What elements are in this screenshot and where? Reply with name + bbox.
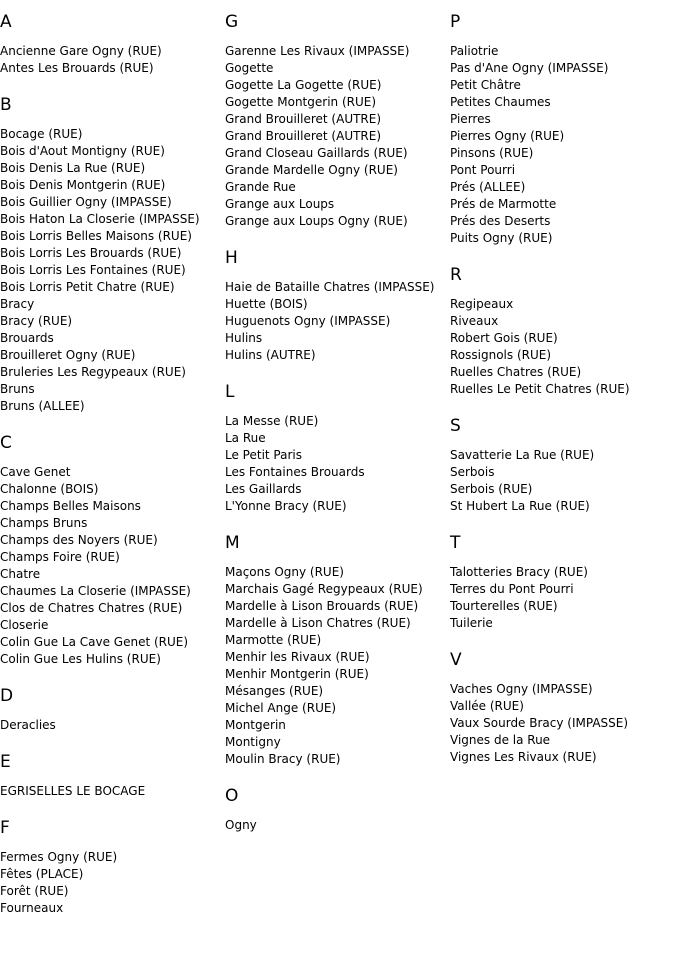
letter-heading: F: [0, 818, 10, 838]
street-list-item: Bois Lorris Les Fontaines (RUE): [0, 263, 186, 277]
street-list-item: Rossignols (RUE): [450, 348, 552, 362]
street-list-item: Fermes Ogny (RUE): [0, 850, 118, 864]
letter-heading: R: [450, 265, 462, 285]
street-list-item: Tuilerie: [450, 616, 493, 630]
street-list-item: Talotteries Bracy (RUE): [450, 565, 588, 579]
street-list-item: Brouilleret Ogny (RUE): [0, 348, 136, 362]
street-list: [225, 564, 450, 768]
letter-group: [450, 265, 675, 398]
street-list-item: Fêtes (PLACE): [0, 867, 84, 881]
letter-heading: E: [0, 752, 11, 772]
letter-group: [225, 786, 450, 834]
street-list-item: Grand Brouilleret (AUTRE): [225, 112, 382, 126]
street-list-item: Petites Chaumes: [450, 95, 551, 109]
street-list-item: Brouards: [0, 331, 54, 345]
street-list-item: Mardelle à Lison Brouards (RUE): [225, 599, 419, 613]
street-list-item: Grande Rue: [225, 180, 296, 194]
street-list-item: Montgerin: [225, 718, 286, 732]
letter-group: [450, 650, 675, 766]
street-list-item: Grand Closeau Gaillards (RUE): [225, 146, 408, 160]
letter-heading: C: [0, 433, 12, 453]
street-list-item: Champs des Noyers (RUE): [0, 533, 158, 547]
street-list-item: Pont Pourri: [450, 163, 516, 177]
street-list-item: Les Gaillards: [225, 482, 302, 496]
street-list-item: Michel Ange (RUE): [225, 701, 337, 715]
letter-group: [450, 533, 675, 632]
street-list-item: Fourneaux: [0, 901, 64, 915]
street-list-item: Pinsons (RUE): [450, 146, 534, 160]
street-list-item: Petit Châtre: [450, 78, 521, 92]
letter-group: [450, 416, 675, 515]
street-list-item: Bois Lorris Petit Chatre (RUE): [0, 280, 175, 294]
letter-group: [0, 433, 225, 668]
street-list-item: Gogette Montgerin (RUE): [225, 95, 377, 109]
street-list-item: Le Petit Paris: [225, 448, 302, 462]
street-list-item: Prés des Deserts: [450, 214, 551, 228]
street-list-item: Vignes de la Rue: [450, 733, 551, 747]
street-list-item: Bruns (ALLEE): [0, 399, 85, 413]
street-list-item: Champs Belles Maisons: [0, 499, 141, 513]
street-list-item: Bocage (RUE): [0, 127, 83, 141]
street-list-item: Marchais Gagé Regypeaux (RUE): [225, 582, 423, 596]
street-list: [0, 126, 225, 415]
street-list-item: Menhir les Rivaux (RUE): [225, 650, 370, 664]
street-list-item: Savatterie La Rue (RUE): [450, 448, 595, 462]
street-list-item: Serbois (RUE): [450, 482, 533, 496]
street-list-item: Chaumes La Closerie (IMPASSE): [0, 584, 191, 598]
street-list-item: Prés (ALLEE): [450, 180, 526, 194]
letter-group: [225, 12, 450, 230]
street-list-item: Antes Les Brouards (RUE): [0, 61, 154, 75]
street-list-item: Moulin Bracy (RUE): [225, 752, 341, 766]
street-list-item: Vallée (RUE): [450, 699, 524, 713]
letter-group: [0, 752, 225, 800]
street-list-item: Puits Ogny (RUE): [450, 231, 553, 245]
letter-heading: P: [450, 12, 461, 32]
street-list-item: Grand Brouilleret (AUTRE): [225, 129, 382, 143]
street-list-item: Bruns: [0, 382, 35, 396]
street-list-item: Bois Guillier Ogny (IMPASSE): [0, 195, 172, 209]
street-list-item: Ruelles Le Petit Chatres (RUE): [450, 382, 630, 396]
letter-group: [0, 12, 225, 77]
street-list-item: Prés de Marmotte: [450, 197, 557, 211]
street-list-item: Terres du Pont Pourri: [450, 582, 574, 596]
street-list-item: Mardelle à Lison Chatres (RUE): [225, 616, 411, 630]
letter-group: [225, 248, 450, 364]
street-list: [0, 43, 225, 77]
street-list-item: Gogette La Gogette (RUE): [225, 78, 382, 92]
street-list-item: Ruelles Chatres (RUE): [450, 365, 582, 379]
street-column-1: [0, 0, 225, 917]
street-list-item: Bois Lorris Les Brouards (RUE): [0, 246, 182, 260]
letter-group: [450, 12, 675, 247]
street-list-item: Grande Mardelle Ogny (RUE): [225, 163, 398, 177]
letter-heading: A: [0, 12, 12, 32]
street-list-item: Mésanges (RUE): [225, 684, 324, 698]
street-list-item: Bois Denis Montgerin (RUE): [0, 178, 166, 192]
street-list-item: Serbois: [450, 465, 495, 479]
street-list-item: Bracy (RUE): [0, 314, 73, 328]
street-list-item: Bracy: [0, 297, 35, 311]
letter-heading: M: [225, 533, 240, 553]
street-list-item: Huette (BOIS): [225, 297, 308, 311]
street-list-item: Montigny: [225, 735, 281, 749]
street-list-item: Tourterelles (RUE): [450, 599, 558, 613]
street-list-item: Pierres: [450, 112, 491, 126]
street-list: [450, 447, 675, 515]
street-list-item: Pierres Ogny (RUE): [450, 129, 565, 143]
street-list-item: Riveaux: [450, 314, 499, 328]
letter-group: [0, 95, 225, 415]
letter-heading: H: [225, 248, 238, 268]
street-list-item: Bruleries Les Regypeaux (RUE): [0, 365, 186, 379]
street-list-item: La Messe (RUE): [225, 414, 319, 428]
street-list-item: Vaux Sourde Bracy (IMPASSE): [450, 716, 629, 730]
letter-group: [0, 818, 225, 917]
letter-group: [0, 686, 225, 734]
street-list-item: Ogny: [225, 818, 257, 832]
street-list-item: Gogette: [225, 61, 274, 75]
letter-heading: O: [225, 786, 239, 806]
street-list-item: L'Yonne Bracy (RUE): [225, 499, 347, 513]
street-list-item: St Hubert La Rue (RUE): [450, 499, 590, 513]
street-list-item: Champs Bruns: [0, 516, 88, 530]
street-list: [225, 43, 450, 230]
street-list-item: Grange aux Loups Ogny (RUE): [225, 214, 408, 228]
letter-heading: D: [0, 686, 14, 706]
street-list-item: Closerie: [0, 618, 49, 632]
street-list-item: Paliotrie: [450, 44, 499, 58]
street-list-item: Clos de Chatres Chatres (RUE): [0, 601, 183, 615]
street-list-item: Menhir Montgerin (RUE): [225, 667, 369, 681]
street-list-item: EGRISELLES LE BOCAGE: [0, 784, 146, 798]
street-list-item: Pas d'Ane Ogny (IMPASSE): [450, 61, 609, 75]
street-list: [0, 717, 225, 734]
street-list-item: Chatre: [0, 567, 41, 581]
letter-heading: V: [450, 650, 462, 670]
street-list: [450, 681, 675, 766]
street-list: [0, 783, 225, 800]
street-column-2: [225, 0, 450, 834]
street-list-item: Champs Foire (RUE): [0, 550, 120, 564]
street-list-item: Marmotte (RUE): [225, 633, 322, 647]
street-list-item: Deraclies: [0, 718, 56, 732]
letter-heading: T: [450, 533, 461, 553]
letter-heading: S: [450, 416, 461, 436]
street-list-item: La Rue: [225, 431, 266, 445]
street-list-item: Huguenots Ogny (IMPASSE): [225, 314, 391, 328]
street-list-item: Hulins (AUTRE): [225, 348, 316, 362]
street-list-item: Colin Gue Les Hulins (RUE): [0, 652, 161, 666]
street-list-item: Chalonne (BOIS): [0, 482, 99, 496]
street-list-item: Grange aux Loups: [225, 197, 335, 211]
street-list-item: Forêt (RUE): [0, 884, 69, 898]
street-list-item: Haie de Bataille Chatres (IMPASSE): [225, 280, 435, 294]
street-list: [450, 43, 675, 247]
street-column-3: [450, 0, 675, 766]
letter-group: [225, 382, 450, 515]
street-list: [225, 279, 450, 364]
street-list-item: Cave Genet: [0, 465, 71, 479]
letter-heading: G: [225, 12, 239, 32]
street-list-item: Garenne Les Rivaux (IMPASSE): [225, 44, 410, 58]
letter-group: [225, 533, 450, 768]
street-list: [450, 296, 675, 398]
street-list-item: Bois d'Aout Montigny (RUE): [0, 144, 165, 158]
street-list-item: Bois Denis La Rue (RUE): [0, 161, 146, 175]
street-list-item: Bois Lorris Belles Maisons (RUE): [0, 229, 192, 243]
street-list-item: Les Fontaines Brouards: [225, 465, 365, 479]
street-list-item: Vaches Ogny (IMPASSE): [450, 682, 593, 696]
street-list-item: Ancienne Gare Ogny (RUE): [0, 44, 162, 58]
street-list: [225, 413, 450, 515]
street-list-item: Maçons Ogny (RUE): [225, 565, 344, 579]
letter-heading: B: [0, 95, 12, 115]
street-list-item: Vignes Les Rivaux (RUE): [450, 750, 597, 764]
letter-heading: L: [225, 382, 235, 402]
street-list-item: Colin Gue La Cave Genet (RUE): [0, 635, 189, 649]
street-list-item: Hulins: [225, 331, 263, 345]
street-list: [225, 817, 450, 834]
street-list-item: Regipeaux: [450, 297, 514, 311]
street-list-item: Robert Gois (RUE): [450, 331, 558, 345]
street-list: [450, 564, 675, 632]
street-list: [0, 464, 225, 668]
street-list: [0, 849, 225, 917]
street-list-item: Bois Haton La Closerie (IMPASSE): [0, 212, 200, 226]
